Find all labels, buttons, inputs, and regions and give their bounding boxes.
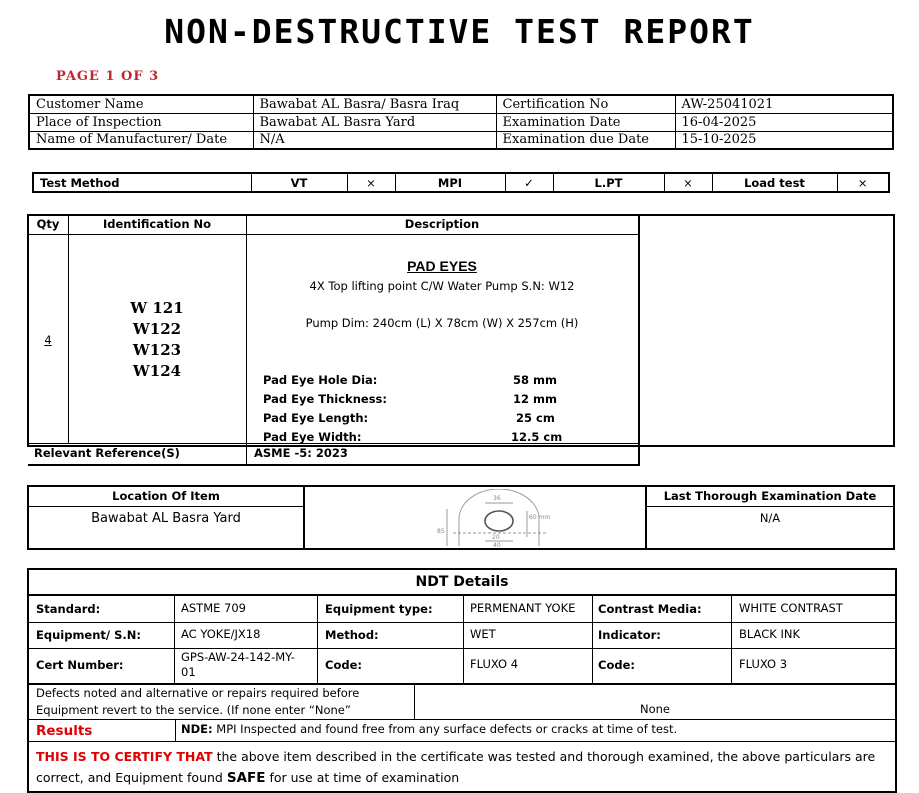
- results-text: [181, 722, 677, 736]
- indicator-label: Indicator:: [598, 628, 661, 642]
- equipment-sn-label: Equipment/ S.N:: [36, 628, 141, 642]
- certify-text: for use at time of examination: [265, 770, 460, 785]
- manufacturer-value: N/A: [253, 131, 496, 149]
- code-label: Code:: [598, 658, 635, 672]
- certify-line: [36, 746, 891, 767]
- last-exam-value: N/A: [759, 511, 781, 525]
- cert-number-label: Cert Number:: [36, 658, 124, 672]
- description-header: Description: [246, 215, 638, 235]
- cert-value: AW-25041021: [675, 95, 893, 113]
- indicator-value: BLACK INK: [739, 627, 800, 641]
- spec-value: 25 cm: [516, 411, 555, 425]
- spec-row: [263, 390, 623, 409]
- place-label: Place of Inspection: [29, 113, 253, 131]
- qty-header: Qty: [28, 215, 69, 235]
- certify-text: the above item described in the certificate was tested and thorough examined, the above particulars are: [212, 749, 876, 764]
- mpi-check-icon: ✓: [505, 173, 553, 192]
- equipment-type-label: Equipment type:: [325, 602, 433, 616]
- code-label: Code:: [325, 658, 362, 672]
- specs-list: [263, 371, 623, 447]
- cert-number-value: [181, 650, 295, 680]
- manufacturer-label: Name of Manufacturer/ Date: [29, 131, 253, 149]
- cert-label: Certification No: [496, 95, 675, 113]
- spec-value: 12.5 cm: [511, 430, 563, 444]
- code-value: FLUXO 4: [470, 657, 519, 671]
- customer-label: Customer Name: [29, 95, 253, 113]
- spec-label: Pad Eye Hole Dia:: [263, 373, 378, 387]
- spec-label: Pad Eye Width:: [263, 430, 362, 444]
- exam-date-value: 16-04-2025: [675, 113, 893, 131]
- method-label: Method:: [325, 628, 379, 642]
- results-label: Results: [36, 723, 93, 739]
- load-test-label: Load test: [712, 173, 837, 192]
- drawing-dim-label: 36: [493, 495, 501, 502]
- lpt-mark: ×: [664, 173, 712, 192]
- place-value: Bawabat AL Basra Yard: [253, 113, 496, 131]
- location-table: [27, 485, 895, 550]
- certify-line: [36, 767, 891, 789]
- load-test-mark: ×: [837, 173, 889, 192]
- last-exam-label: Last Thorough Examination Date: [647, 487, 893, 507]
- location-value: Bawabat AL Basra Yard: [91, 511, 241, 526]
- certify-statement: [36, 746, 891, 789]
- reference-value: ASME -5: 2023: [254, 446, 348, 460]
- vt-label: VT: [251, 173, 347, 192]
- standard-value: ASTME 709: [181, 601, 246, 615]
- identification-list: [68, 298, 246, 382]
- defects-label: [36, 685, 359, 719]
- identification-item: W124: [132, 362, 182, 380]
- description-line-2: Pump Dim: 240cm (L) X 78cm (W) X 257cm (H): [305, 316, 579, 330]
- spec-value: 58 mm: [513, 373, 557, 387]
- due-date-value: 15-10-2025: [675, 131, 893, 149]
- spec-value: 12 mm: [513, 392, 557, 406]
- certify-text: correct, and Equipment found: [36, 770, 227, 785]
- drawing-dim-label: 20: [492, 534, 500, 541]
- standard-label: Standard:: [36, 602, 101, 616]
- spec-label: Pad Eye Length:: [263, 411, 369, 425]
- page-number: PAGE 1 OF 3: [56, 69, 160, 84]
- method-value: WET: [470, 627, 496, 641]
- ndt-table: [27, 568, 897, 793]
- description-line-1: 4X Top lifting point C/W Water Pump S.N: W12: [309, 279, 575, 293]
- results-value: MPI Inspected and found free from any surface defects or cracks at time of test.: [212, 722, 678, 736]
- info-table: [28, 94, 894, 150]
- defects-line: Defects noted and alternative or repairs required before: [36, 686, 360, 700]
- identification-item: W122: [132, 320, 182, 338]
- exam-date-label: Examination Date: [496, 113, 675, 131]
- code-value: FLUXO 3: [739, 657, 788, 671]
- drawing-dim-label: 60 mm: [529, 514, 551, 521]
- spec-row: [263, 371, 623, 390]
- ndt-title: NDT Details: [29, 570, 895, 596]
- contrast-value: WHITE CONTRAST: [739, 601, 843, 615]
- items-table: [28, 215, 640, 466]
- report-title: NON-DESTRUCTIVE TEST REPORT: [164, 12, 755, 51]
- drawing-dim-label: 40: [493, 542, 501, 547]
- test-method-label: Test Method: [33, 173, 251, 192]
- due-date-label: Examination due Date: [496, 131, 675, 149]
- reference-label: Relevant Reference(S): [34, 446, 180, 460]
- vt-mark: ×: [347, 173, 395, 192]
- spec-row: [263, 428, 623, 447]
- drawing-dim-label: 85: [437, 528, 445, 535]
- spec-row: [263, 409, 623, 428]
- location-label: Location Of Item: [29, 487, 305, 507]
- cert-number-line: GPS-AW-24-142-MY-: [181, 650, 295, 664]
- defects-value: None: [639, 702, 670, 716]
- lpt-label: L.PT: [553, 173, 664, 192]
- pad-eye-hole: [485, 511, 513, 531]
- contrast-label: Contrast Media:: [598, 602, 702, 616]
- certify-prefix: THIS IS TO CERTIFY THAT: [36, 749, 213, 764]
- defects-line: Equipment revert to the service. (If none enter “None”: [36, 703, 351, 717]
- equipment-sn-value: AC YOKE/JX18: [181, 627, 261, 641]
- description-title: PAD EYES: [407, 258, 477, 274]
- identification-item: W 121: [130, 299, 184, 317]
- customer-value: Bawabat AL Basra/ Basra Iraq: [253, 95, 496, 113]
- identification-item: W123: [132, 341, 182, 359]
- mpi-label: MPI: [395, 173, 505, 192]
- equipment-type-value: PERMENANT YOKE: [470, 601, 576, 615]
- results-prefix: NDE:: [181, 722, 213, 736]
- spec-label: Pad Eye Thickness:: [263, 392, 387, 406]
- id-header: Identification No: [68, 215, 247, 235]
- pad-eye-drawing: [407, 489, 557, 547]
- cert-number-line: 01: [181, 665, 196, 679]
- safe-status: SAFE: [226, 770, 266, 786]
- test-method-table: [32, 172, 890, 193]
- qty-value: 4: [44, 333, 52, 347]
